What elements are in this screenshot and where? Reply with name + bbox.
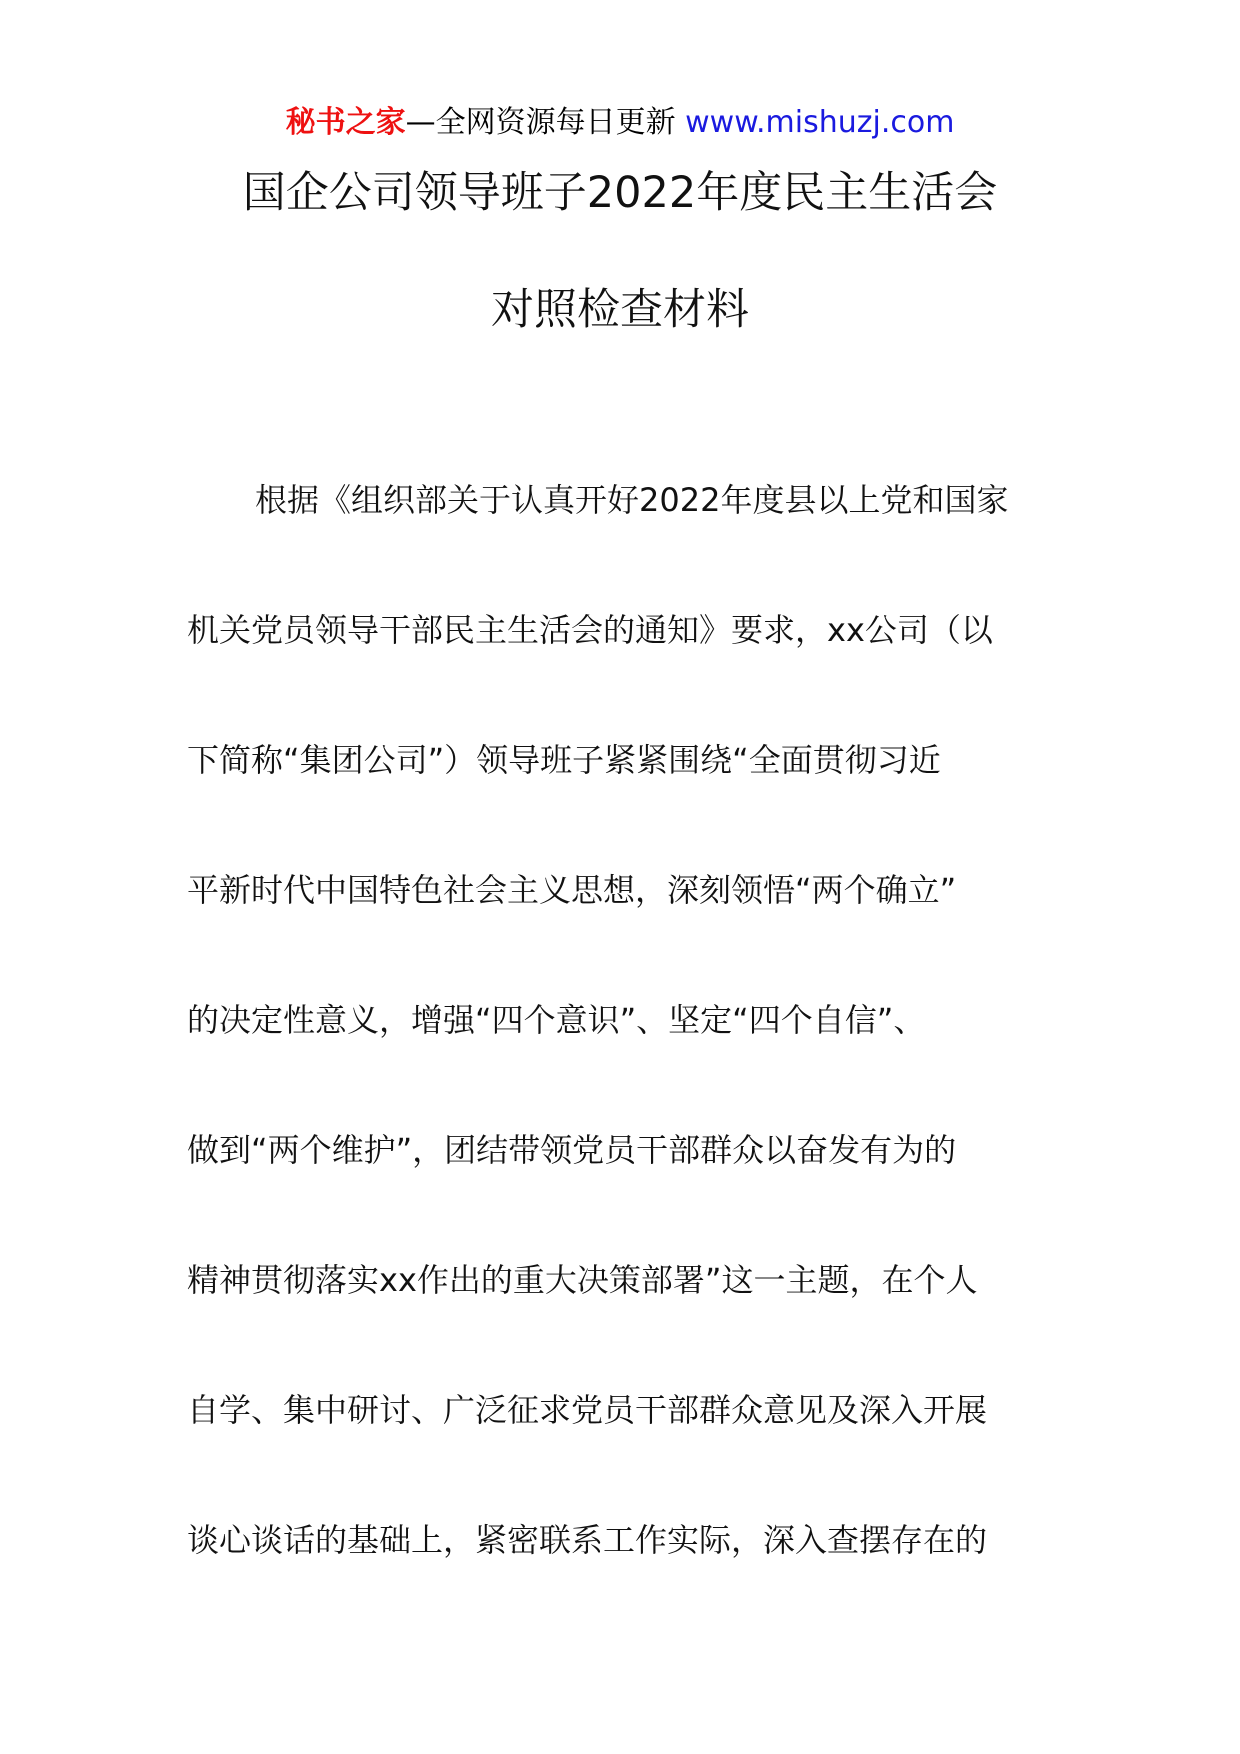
- body-line: 的决定性意义，增强“四个意识”、坚定“四个自信”、: [187, 1001, 926, 1039]
- site-brand: 秘书之家: [285, 105, 406, 140]
- body-line: 做到“两个维护”，团结带领党员干部群众以奋发有为的: [187, 1131, 957, 1169]
- body-line: 机关党员领导干部民主生活会的通知》要求，xx公司（以: [187, 611, 993, 649]
- site-header: [0, 98, 1240, 148]
- body-line: 下简称“集团公司”）领导班子紧紧围绕“全面贯彻习近: [187, 741, 941, 779]
- document-title-line-2: 对照检查材料: [491, 285, 749, 335]
- body-line: 自学、集中研讨、广泛征求党员干部群众意见及深入开展: [187, 1391, 988, 1429]
- document-title-line-1: 国企公司领导班子2022年度民主生活会: [242, 168, 998, 218]
- body-line: 根据《组织部关于认真开好2022年度县以上党和国家: [255, 481, 1009, 519]
- site-url-link[interactable]: www.mishuzj.com: [685, 105, 955, 140]
- body-line: 平新时代中国特色社会主义思想，深刻领悟“两个确立”: [187, 871, 957, 909]
- body-line: 精神贯彻落实xx作出的重大决策部署”这一主题，在个人: [187, 1261, 978, 1299]
- document-body: [187, 470, 1067, 1640]
- site-tagline: —全网资源每日更新: [405, 105, 676, 140]
- body-line: 谈心谈话的基础上，紧密联系工作实际，深入查摆存在的: [187, 1521, 988, 1559]
